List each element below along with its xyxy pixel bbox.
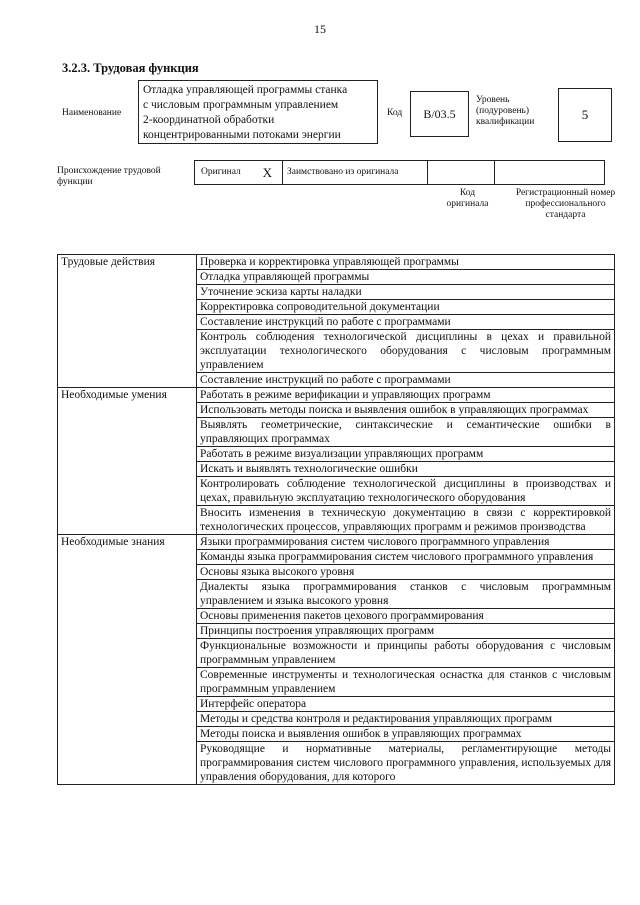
origin-label: Происхождение трудовой функции [57,166,161,187]
table-row [58,388,615,403]
original-label: Оригинал [201,167,241,177]
item-cell: Языки программирования систем числового программного управления [197,535,615,550]
item-cell: Искать и выявлять технологические ошибки [197,462,615,477]
item-cell: Интерфейс оператора [197,697,615,712]
item-cell: Функциональные возможности и принципы работы оборудования с числовым программным управлением [197,639,615,668]
borrowed-label: Заимствовано из оригинала [287,167,399,177]
item-cell: Основы языка высокого уровня [197,565,615,580]
function-name-line: с числовым программным управлением [143,99,339,111]
item-cell: Методы и средства контроля и редактирования управляющих программ [197,712,615,727]
item-cell: Основы применения пакетов цехового программирования [197,609,615,624]
item-cell: Составление инструкций по работе с программами [197,373,615,388]
origin-row [194,160,605,185]
item-cell: Работать в режиме верификации и управляющих программ [197,388,615,403]
function-name-line: Отладка управляющей программы станка [143,84,348,96]
level-label: Уровень (подуровень) квалификации [476,95,535,127]
page-number: 15 [314,22,326,36]
item-cell: Современные инструменты и технологическая оснастка для станков с числовым программным управлением [197,668,615,697]
item-cell: Методы поиска и выявления ошибок в управляющих программах [197,727,615,742]
name-label: Наименование [62,108,122,118]
code-original-cell [427,160,494,185]
item-cell: Принципы построения управляющих программ [197,624,615,639]
table-row [58,535,615,550]
reg-number-caption: Регистрационный номер профессионального стандарта [515,188,616,220]
item-cell: Руководящие и нормативные материалы, регламентирующие методы программирования систем числового программного управления, используемых для управления оборудования, для которого [197,742,615,785]
original-cell [194,160,282,185]
code-label: Код [387,108,403,118]
code-original-caption: Код оригинала [446,188,489,209]
table-body [58,255,615,785]
item-cell: Проверка и корректировка управляющей программы [197,255,615,270]
function-name-box [138,80,378,144]
item-cell: Корректировка сопроводительной документации [197,300,615,315]
category-cell: Необходимые умения [58,388,197,535]
item-cell: Выявлять геометрические, синтаксические и семантические ошибки в управляющих программах [197,418,615,447]
function-details-table [57,254,615,785]
function-name-line: 2-координатной обработки [143,114,275,126]
category-cell: Трудовые действия [58,255,197,388]
item-cell: Отладка управляющей программы [197,270,615,285]
item-cell: Использовать методы поиска и выявления ошибок в управляющих программах [197,403,615,418]
level-value: 5 [558,88,612,142]
item-cell: Контроль соблюдения технологической дисциплины в цехах и правильной эксплуатации технологического оборудования с числовым программным управлением [197,330,615,373]
table-row [58,255,615,270]
item-cell: Уточнение эскиза карты наладки [197,285,615,300]
function-name-line: концентрированными потоками энергии [143,129,341,141]
item-cell: Контролировать соблюдение технологической дисциплины в производствах и цехах, правильную эксплуатацию технологического оборудования [197,477,615,506]
item-cell: Составление инструкций по работе с программами [197,315,615,330]
item-cell: Команды языка программирования систем числового программного управления [197,550,615,565]
reg-number-cell [494,160,605,185]
item-cell: Диалекты языка программирования станков с числовым программным управлением и языка высокого уровня [197,580,615,609]
code-value: B/03.5 [410,91,469,137]
item-cell: Вносить изменения в техническую документацию в связи с корректировкой технологических процессов, управляющих программ и режимов производства [197,506,615,535]
borrowed-cell [282,160,427,185]
category-cell: Необходимые знания [58,535,197,785]
original-mark: X [262,165,272,180]
item-cell: Работать в режиме визуализации управляющих программ [197,447,615,462]
section-title: 3.2.3. Трудовая функция [62,61,199,75]
